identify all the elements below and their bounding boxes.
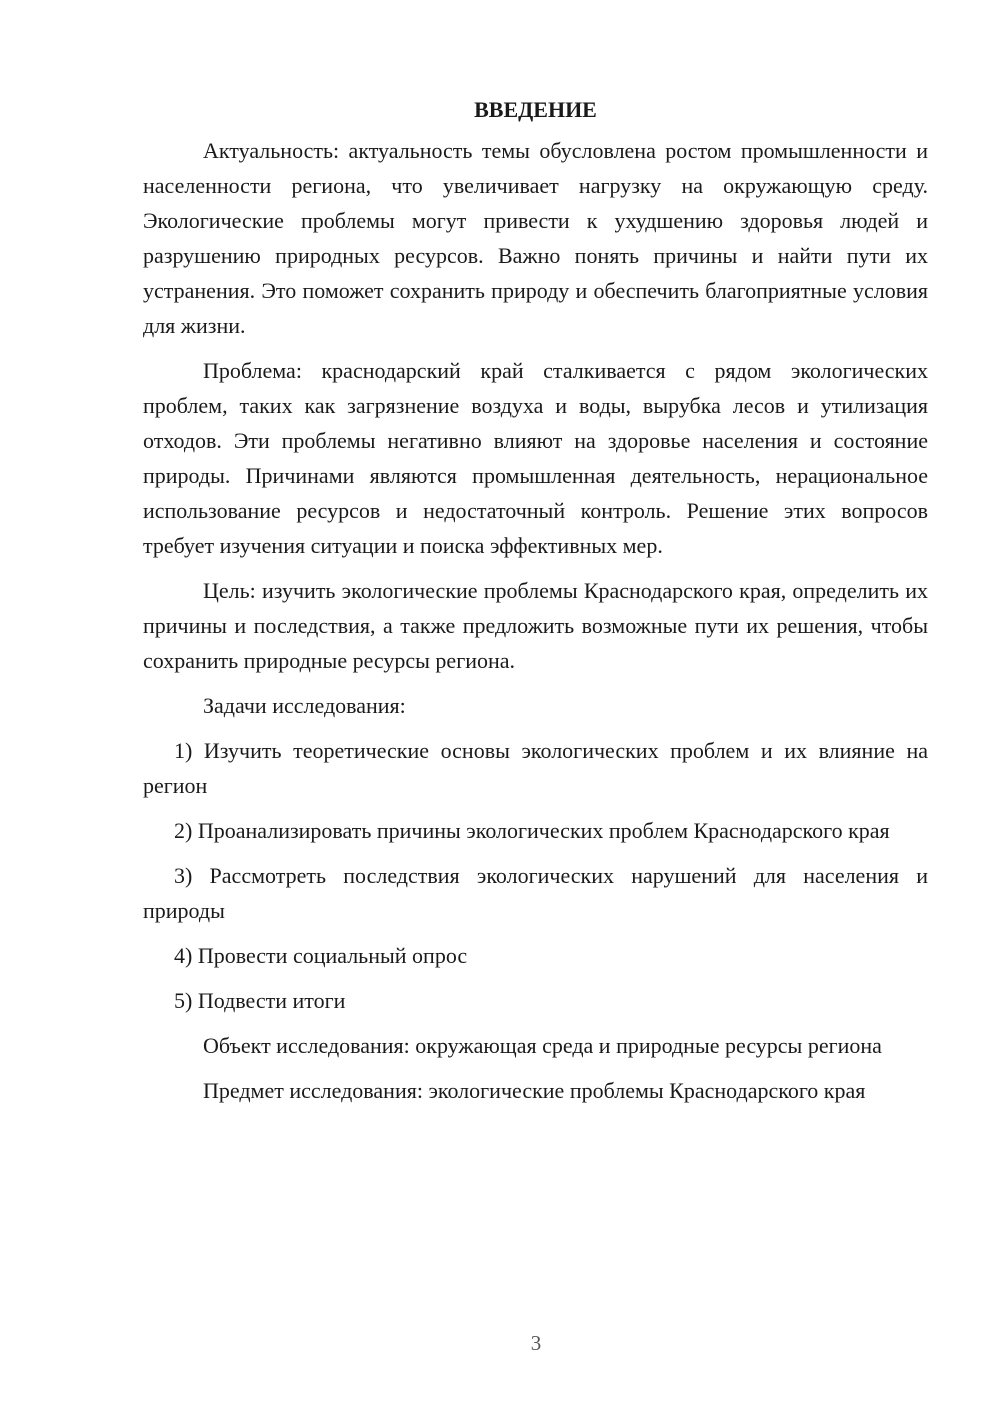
task-item: 1) Изучить теоретические основы экологических проблем и их влияние на регион — [143, 738, 928, 798]
goal-paragraph: Цель: изучить экологические проблемы Краснодарского края, определить их причины и последствия, а также предложить возможные пути их решения, чтобы сохранить природные ресурсы региона. — [143, 578, 928, 673]
relevance-paragraph: Актуальность: актуальность темы обусловлена ростом промышленности и населенности региона, что увеличивает нагрузку на окружающую среду. Экологические проблемы могут привести к ухудшению здоровья людей и разрушению природных ресурсов. Важно понять причины и найти пути их устранения. Это поможет сохранить природу и обеспечить благоприятные условия для жизни. — [143, 138, 928, 338]
task-item: 4) Провести социальный опрос — [174, 943, 468, 968]
problem-paragraph: Проблема: краснодарский край сталкивается с рядом экологических проблем, таких как загрязнение воздуха и воды, вырубка лесов и утилизация отходов. Эти проблемы негативно влияют на здоровье населения и состояние природы. Причинами являются промышленная деятельность, нерациональное использование ресурсов и недостаточный контроль. Решение этих вопросов требует изучения ситуации и поиска эффективных мер. — [143, 358, 928, 558]
tasks-heading: Задачи исследования: — [203, 693, 406, 718]
document-page — [143, 92, 928, 1118]
task-item: 2) Проанализировать причины экологических проблем Краснодарского края — [174, 818, 890, 843]
object-paragraph: Объект исследования: окружающая среда и природные ресурсы региона — [203, 1033, 882, 1058]
task-item: 5) Подвести итоги — [174, 988, 346, 1013]
task-item: 3) Рассмотреть последствия экологических нарушений для населения и природы — [143, 863, 928, 923]
subject-paragraph: Предмет исследования: экологические проблемы Краснодарского края — [203, 1078, 866, 1103]
page-number: 3 — [530, 1331, 542, 1355]
section-heading: ВВЕДЕНИЕ — [474, 97, 597, 122]
